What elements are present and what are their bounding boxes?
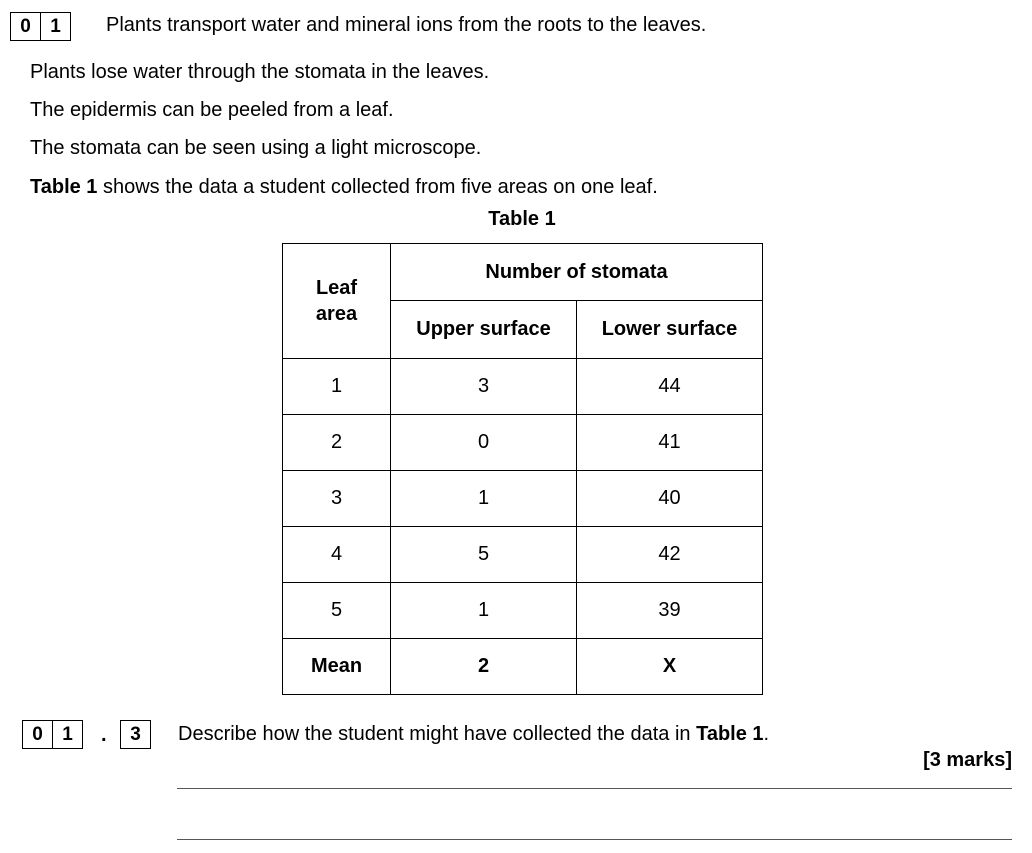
cell-lower: 41 <box>577 415 763 471</box>
table-reference: Table 1 <box>30 176 98 198</box>
table-row <box>283 583 763 639</box>
stomata-table <box>282 243 763 695</box>
subquestion-number-digit: 1 <box>52 721 82 748</box>
header-lower-surface: Lower surface <box>577 301 763 359</box>
cell-lower: 39 <box>577 583 763 639</box>
subquestion-text <box>178 723 769 746</box>
table-row <box>283 359 763 415</box>
table-intro <box>30 176 658 199</box>
cell-mean-lower: X <box>577 639 763 695</box>
subquestion-part-digit: 3 <box>130 724 141 745</box>
cell-lower: 42 <box>577 527 763 583</box>
table-mean-row <box>283 639 763 695</box>
answer-line[interactable] <box>177 788 1012 789</box>
cell-lower: 40 <box>577 471 763 527</box>
cell-lower: 44 <box>577 359 763 415</box>
table-row <box>283 471 763 527</box>
cell-leaf-area: 1 <box>283 359 391 415</box>
table-row <box>283 527 763 583</box>
subquestion-separator: . <box>101 724 107 746</box>
paragraph: Plants lose water through the stomata in the leaves. <box>30 61 490 83</box>
subquestion-text-end: . <box>763 723 770 745</box>
header-leaf-area <box>283 244 391 359</box>
marks-label: [3 marks] <box>923 749 1012 771</box>
cell-upper: 1 <box>391 583 577 639</box>
subquestion-text-start: Describe how the student might have collected the data in <box>178 723 697 745</box>
table-caption: Table 1 <box>488 208 556 230</box>
question-number-box <box>10 12 71 41</box>
answer-line[interactable] <box>177 839 1012 840</box>
subquestion-number-box <box>22 720 83 749</box>
cell-leaf-area: 3 <box>283 471 391 527</box>
paragraph: The stomata can be seen using a light microscope. <box>30 137 482 159</box>
header-leaf-area-text: Leaf area <box>315 277 358 325</box>
subquestion-number-digit: 0 <box>32 724 43 745</box>
cell-mean-upper: 2 <box>391 639 577 695</box>
question-number-digit: 0 <box>20 16 31 37</box>
question-intro: Plants transport water and mineral ions from the roots to the leaves. <box>106 14 707 36</box>
cell-upper: 5 <box>391 527 577 583</box>
table-intro-text: shows the data a student collected from five areas on one leaf. <box>97 176 658 198</box>
cell-upper: 0 <box>391 415 577 471</box>
question-number-digit: 1 <box>40 13 70 40</box>
table-row <box>283 415 763 471</box>
subquestion-table-reference: Table 1 <box>696 723 764 745</box>
cell-leaf-area: 5 <box>283 583 391 639</box>
paragraph: The epidermis can be peeled from a leaf. <box>30 99 394 121</box>
cell-upper: 3 <box>391 359 577 415</box>
cell-leaf-area: 2 <box>283 415 391 471</box>
cell-mean-label: Mean <box>283 639 391 695</box>
header-upper-surface: Upper surface <box>391 301 577 359</box>
header-number-of-stomata: Number of stomata <box>391 244 763 301</box>
subquestion-part-box <box>120 720 151 749</box>
cell-upper: 1 <box>391 471 577 527</box>
cell-leaf-area: 4 <box>283 527 391 583</box>
